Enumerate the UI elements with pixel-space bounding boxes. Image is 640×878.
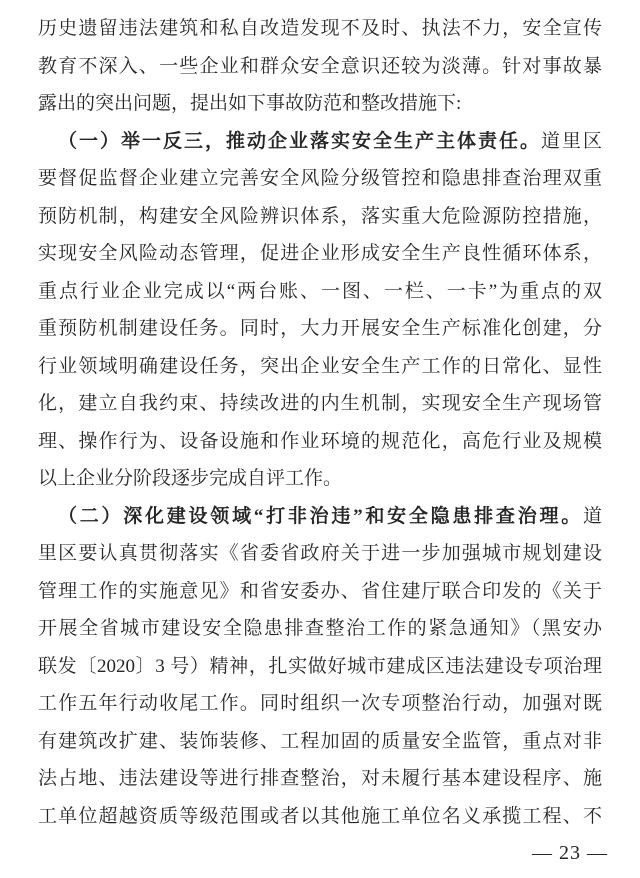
document-body bbox=[38, 10, 602, 835]
text-line bbox=[38, 160, 602, 198]
text-line bbox=[38, 760, 602, 798]
text-line bbox=[38, 685, 602, 723]
section-heading-text: （二）深化建设领域“打非治违”和安全隐患排查治理。 bbox=[58, 505, 583, 527]
body-text: 行业领域明确建设任务，突出企业安全生产工作的日常化、显性 bbox=[38, 355, 602, 377]
text-line bbox=[38, 48, 602, 86]
text-line bbox=[38, 123, 602, 161]
text-line bbox=[38, 85, 602, 123]
text-line bbox=[38, 535, 602, 573]
body-text: 理、操作行为、设备设施和作业环境的规范化，高危行业及规模 bbox=[38, 430, 602, 452]
page-number: — 23 — bbox=[532, 842, 608, 864]
text-line bbox=[38, 610, 602, 648]
body-text: 法占地、违法建设等进行排查整治，对未履行基本建设程序、施 bbox=[38, 768, 602, 789]
text-line bbox=[38, 648, 602, 686]
body-text: 以上企业分阶段逐步完成自评工作。 bbox=[38, 468, 343, 489]
body-text: 管理工作的实施意见》和省安委办、省住建厅联合印发的《关于 bbox=[38, 580, 602, 602]
text-line bbox=[38, 460, 602, 498]
section-heading-text: （一）举一反三，推动企业落实安全生产主体责任。 bbox=[58, 130, 541, 152]
body-text: 里区要认真贯彻落实《省委省政府关于进一步加强城市规划建设 bbox=[38, 543, 602, 564]
text-line bbox=[38, 423, 602, 461]
body-text: 道 bbox=[582, 505, 602, 527]
body-text: 重预防机制建设任务。同时，大力开展安全生产标准化创建，分 bbox=[38, 318, 602, 339]
text-line bbox=[38, 498, 602, 536]
body-text: 工单位超越资质等级范围或者以其他施工单位名义承揽工程、不 bbox=[38, 805, 602, 827]
text-line bbox=[38, 198, 602, 236]
text-line bbox=[38, 723, 602, 761]
text-line bbox=[38, 235, 602, 273]
text-line bbox=[38, 385, 602, 423]
body-text: 预防机制，构建安全风险辨识体系，落实重大危险源防控措施， bbox=[38, 205, 602, 227]
text-line bbox=[38, 310, 602, 348]
body-text: 化，建立自我约束、持续改进的内生机制，实现安全生产现场管 bbox=[38, 393, 602, 414]
body-text: 道里区 bbox=[540, 130, 602, 152]
text-line bbox=[38, 10, 602, 48]
body-text: 联发〔2020〕3 号）精神，扎实做好城市建成区违法建设专项治理 bbox=[38, 655, 602, 677]
body-text: 教育不深入、一些企业和群众安全意识还较为淡薄。针对事故暴 bbox=[38, 55, 602, 77]
body-text: 要督促监督企业建立完善安全风险分级管控和隐患排查治理双重 bbox=[38, 168, 602, 189]
body-text: 实现安全风险动态管理，促进企业形成安全生产良性循环体系， bbox=[38, 243, 602, 264]
body-text: 有建筑改扩建、装饰装修、工程加固的质量安全监管，重点对非 bbox=[38, 730, 602, 752]
body-text: 重点行业企业完成以“两台账、一图、一栏、一卡”为重点的双 bbox=[38, 280, 602, 302]
body-text: 历史遗留违法建筑和私自改造发现不及时、执法不力，安全宣传 bbox=[38, 18, 602, 39]
text-line bbox=[38, 798, 602, 836]
body-text: 开展全省城市建设安全隐患排查整治工作的紧急通知》（黑安办 bbox=[38, 618, 602, 639]
text-line bbox=[38, 273, 602, 311]
text-line bbox=[38, 348, 602, 386]
body-text: 工作五年行动收尾工作。同时组织一次专项整治行动，加强对既 bbox=[38, 693, 602, 714]
text-line bbox=[38, 573, 602, 611]
body-text: 露出的突出问题，提出如下事故防范和整改措施下: bbox=[38, 93, 462, 114]
